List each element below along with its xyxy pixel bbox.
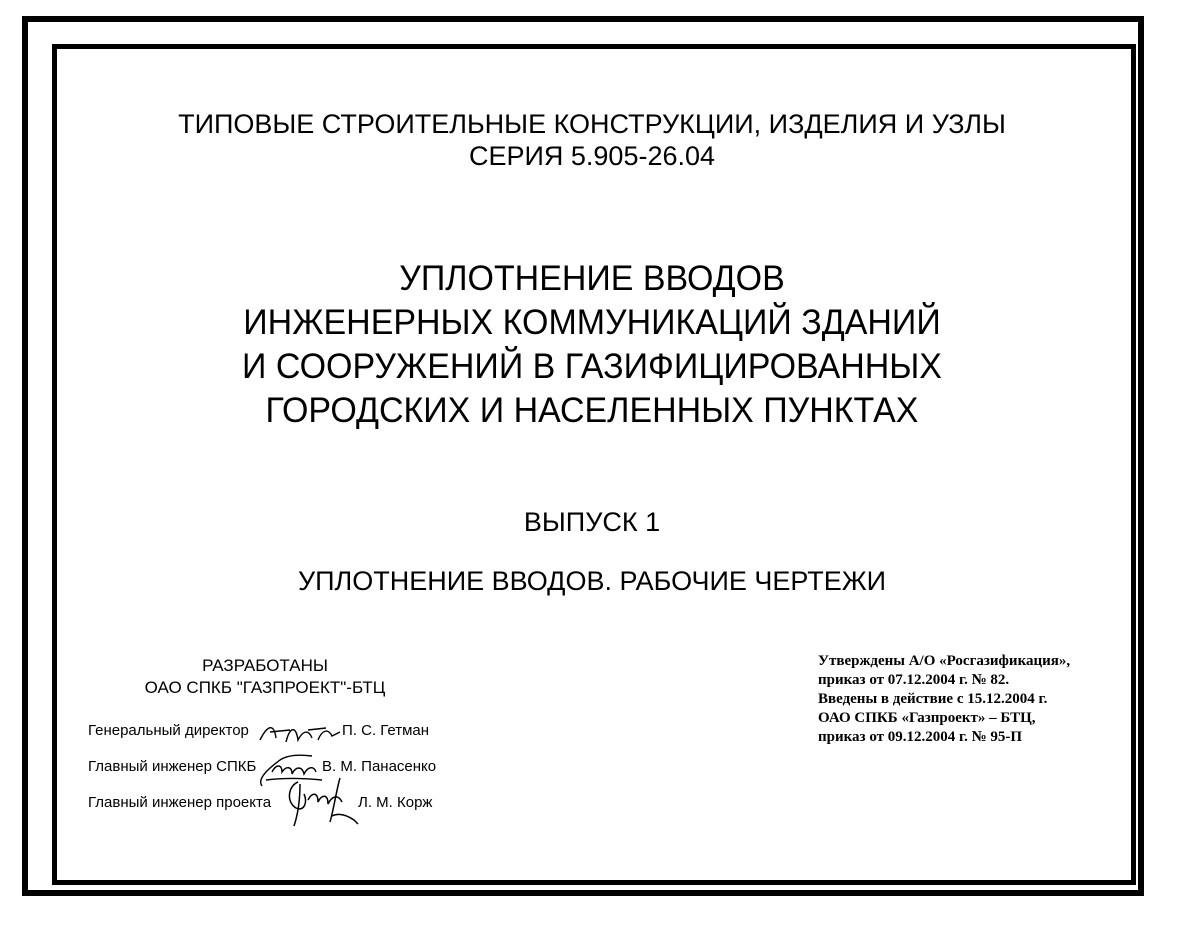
approval-line-2: приказ от 07.12.2004 г. № 82. xyxy=(818,672,1010,688)
document-title xyxy=(0,257,1184,433)
signers-list xyxy=(88,718,468,826)
signer-name: П. С. Гетман xyxy=(342,722,430,739)
approval-line-4: ОАО СПКБ «Газпроект» – БТЦ, xyxy=(818,710,1036,726)
header-line-1: ТИПОВЫЕ СТРОИТЕЛЬНЫЕ КОНСТРУКЦИИ, ИЗДЕЛИЯ И УЗЛЫ xyxy=(178,109,1006,139)
issue-number: ВЫПУСК 1 xyxy=(523,507,661,537)
developed-org: ОАО СПКБ "ГАЗПРОЕКТ"-БТЦ xyxy=(144,678,386,697)
signature-icon xyxy=(256,718,346,750)
approval-line-3: Введены в действие с 15.12.2004 г. xyxy=(818,691,1048,707)
signer-role: Главный инженер проекта xyxy=(88,794,272,811)
series-header xyxy=(0,108,1184,172)
signer-row xyxy=(88,790,468,826)
signer-role: Генеральный директор xyxy=(88,722,249,739)
issue-subtitle: УПЛОТНЕНИЕ ВВОДОВ. РАБОЧИЕ ЧЕРТЕЖИ xyxy=(297,566,887,596)
developed-by xyxy=(140,655,390,699)
approval-stamp xyxy=(818,652,1118,747)
title-line-4: ГОРОДСКИХ И НАСЕЛЕННЫХ ПУНКТАХ xyxy=(265,391,919,430)
developed-label: РАЗРАБОТАНЫ xyxy=(202,656,328,675)
signer-name: Л. М. Корж xyxy=(358,794,433,811)
signature-icon xyxy=(278,772,368,832)
title-line-3: И СООРУЖЕНИЙ В ГАЗИФИЦИРОВАННЫХ xyxy=(242,347,942,386)
header-line-2: СЕРИЯ 5.905-26.04 xyxy=(468,141,716,171)
approval-line-5: приказ от 09.12.2004 г. № 95-П xyxy=(818,729,1023,745)
title-line-1: УПЛОТНЕНИЕ ВВОДОВ xyxy=(399,259,785,298)
approval-line-1: Утверждены А/О «Росгазификация», xyxy=(818,653,1071,669)
title-line-2: ИНЖЕНЕРНЫХ КОММУНИКАЦИЙ ЗДАНИЙ xyxy=(243,303,941,342)
signer-role: Главный инженер СПКБ xyxy=(88,758,257,775)
signer-name: В. М. Панасенко xyxy=(322,758,437,775)
